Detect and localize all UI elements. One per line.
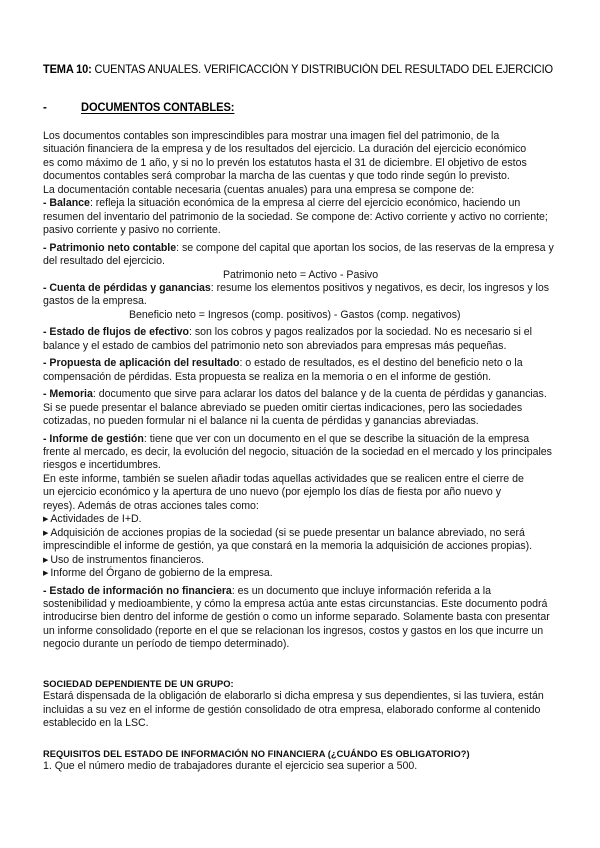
triangle-bullet-icon: ▶ bbox=[43, 516, 49, 524]
item-balance bbox=[43, 197, 557, 237]
list-item-label: Uso de instrumentos financieros. bbox=[50, 553, 205, 566]
informe-extra-line-1: En este informe, también se suelen añadir todas aquellas actividades que se realicen entre el cierre de bbox=[43, 472, 524, 485]
intro-line-5: La documentación contable necesaria (cuentas anuales) para una empresa se compone de: bbox=[43, 183, 475, 196]
item-propuesta-text: : o estado de resultados, es el destino del beneficio neto o la compensación de pérdidas. Esta propuesta se realiza en la memoria o en el informe de gestión. bbox=[43, 357, 523, 383]
triangle-bullet-icon: ▶ bbox=[43, 570, 49, 578]
item-propuesta-aplicacion-resultado bbox=[43, 357, 557, 384]
intro-line-4: documentos contables será comprobar la marcha de las cuentas y que todo rinde según lo previsto. bbox=[43, 170, 510, 183]
item-patrimonio-neto-contable bbox=[43, 242, 557, 269]
heading-sociedad-dependiente: SOCIEDAD DEPENDIENTE DE UN GRUPO: bbox=[43, 678, 234, 689]
item-balance-label: - Balance bbox=[43, 197, 90, 210]
item-memoria-label: - Memoria bbox=[43, 388, 93, 401]
item-memoria-text: : documento que sirve para aclarar los datos del balance y de la cuenta de pérdidas y ganancias. Si se puede presentar el balance abreviado se pueden omitir ciertas indicaciones, pero las sociedades cotizadas, no pueden formular ni el balance ni la cuenta de pérdidas y ganancias abreviadas. bbox=[43, 388, 547, 428]
item-informe-label: - Informe de gestión bbox=[43, 432, 144, 445]
item-estado-flujos-efectivo bbox=[43, 326, 557, 353]
section-heading-documentos-contables bbox=[43, 101, 557, 115]
list-item-label: Informe del Órgano de gobierno de la empresa. bbox=[50, 567, 273, 580]
item-flujos-text: : son los cobros y pagos realizados por la sociedad. No es necesario si el balance y el estado de cambios del patrimonio neto son abreviados para empresas más pequeñas. bbox=[43, 326, 532, 352]
intro-line-3: es como máximo de 1 año, y si no lo prevén los estatutos hasta el 31 de diciembre. El objetivo de estos bbox=[43, 156, 527, 169]
list-item bbox=[43, 513, 557, 526]
requisito-item-1: 1. Que el número medio de trabajadores durante el ejercicio sea superior a 500. bbox=[43, 760, 418, 773]
item-cuenta-perdidas-ganancias bbox=[43, 282, 557, 309]
item-cuenta-label: - Cuenta de pérdidas y ganancias bbox=[43, 281, 211, 294]
list-item-label: Adquisición de acciones propias de la sociedad (si se puede presentar un balance abreviado, no será imprescindible el informe de gestión, ya que constará en la memoria la adquisición de acciones propias). bbox=[43, 526, 533, 553]
document-content bbox=[43, 63, 557, 774]
item-propuesta-label: - Propuesta de aplicación del resultado bbox=[43, 357, 240, 370]
text-sociedad-dependiente: Estará dispensada de la obligación de elaborarlo si dicha empresa y sus dependientes, si las tuviera, están incluidas a su vez en el informe de gestión consolidado de otra empresa, elaborado conforme al contenido establecido en la LSC. bbox=[43, 690, 544, 730]
page-title-prefix: TEMA 10: bbox=[43, 63, 92, 76]
triangle-bullet-icon: ▶ bbox=[43, 529, 49, 537]
section-dash: - bbox=[43, 101, 47, 114]
body-text bbox=[43, 130, 557, 774]
informe-extra-line-3: reyes). Además de otras acciones tales como: bbox=[43, 499, 259, 512]
page-title bbox=[43, 63, 553, 77]
item-estado-nf-text: : es un documento que incluye información referida a la sostenibilidad y medioambiente, y cómo la empresa actúa ante estas circunstancias. Este documento podrá introducirse bien dentro del informe de gestión o como un informe separado. Solamente basta con presentar un informe consolidado (reporte en el que se relacionan los ingresos, costos y gastos en los que incurre un negocio durante un período de tiempo determinado). bbox=[43, 584, 550, 651]
list-item-label: Actividades de I+D. bbox=[50, 513, 142, 526]
intro-line-2: situación financiera de la empresa y de los resultados del ejercicio. La duración del ejercicio económico bbox=[43, 143, 527, 156]
item-patrimonio-text: : se compone del capital que aportan los socios, de las reservas de la empresa y del resultado del ejercicio. bbox=[43, 241, 554, 268]
list-item bbox=[43, 554, 557, 567]
heading-requisitos-estado-informacion: REQUISITOS DEL ESTADO DE INFORMACIÓN NO FINANCIERA (¿CUÁNDO ES OBLIGATORIO?) bbox=[43, 748, 470, 759]
item-cuenta-text: : resume los elementos positivos y negativos, es decir, los ingresos y los gastos de la empresa. bbox=[43, 281, 549, 308]
item-informe-text: : tiene que ver con un documento en el que se describe la situación de la empresa frente al mercado, es decir, la evolución del negocio, situación de la sociedad en el mercado y los principales riesgos e incertidumbres. bbox=[43, 432, 552, 472]
formula-beneficio-neto: Beneficio neto = Ingresos (comp. positivos) - Gastos (comp. negativos) bbox=[129, 308, 461, 321]
item-informe-gestion bbox=[43, 433, 557, 473]
item-estado-informacion-no-financiera bbox=[43, 585, 557, 652]
item-memoria bbox=[43, 388, 557, 428]
intro-line-1: Los documentos contables son imprescindibles para mostrar una imagen fiel del patrimonio, de la bbox=[43, 130, 500, 142]
triangle-bullet-icon: ▶ bbox=[43, 556, 49, 564]
item-balance-text: : refleja la situación económica de la empresa al cierre del ejercicio económico, haciendo un resumen del inventario del patrimonio de la sociedad. Se compone de: Activo corriente y activo no corriente; pasivo corriente y pasivo no corriente. bbox=[43, 197, 548, 237]
list-item bbox=[43, 527, 557, 554]
item-flujos-label: - Estado de flujos de efectivo bbox=[43, 326, 189, 339]
item-patrimonio-label: - Patrimonio neto contable bbox=[43, 241, 177, 254]
formula-patrimonio-neto: Patrimonio neto = Activo - Pasivo bbox=[223, 268, 379, 281]
section-heading-label: DOCUMENTOS CONTABLES: bbox=[81, 101, 235, 114]
page-title-rest: CUENTAS ANUALES. VERIFICACCIÓN Y DISTRIBUCIÓN DEL RESULTADO DEL EJERCICIO bbox=[91, 63, 553, 76]
list-item bbox=[43, 567, 557, 580]
informe-extra-line-2: un ejercicio económico y la apertura de uno nuevo (por ejemplo los días de fiesta por año nuevo y bbox=[43, 486, 501, 499]
item-estado-nf-label: - Estado de información no financiera bbox=[43, 584, 232, 597]
